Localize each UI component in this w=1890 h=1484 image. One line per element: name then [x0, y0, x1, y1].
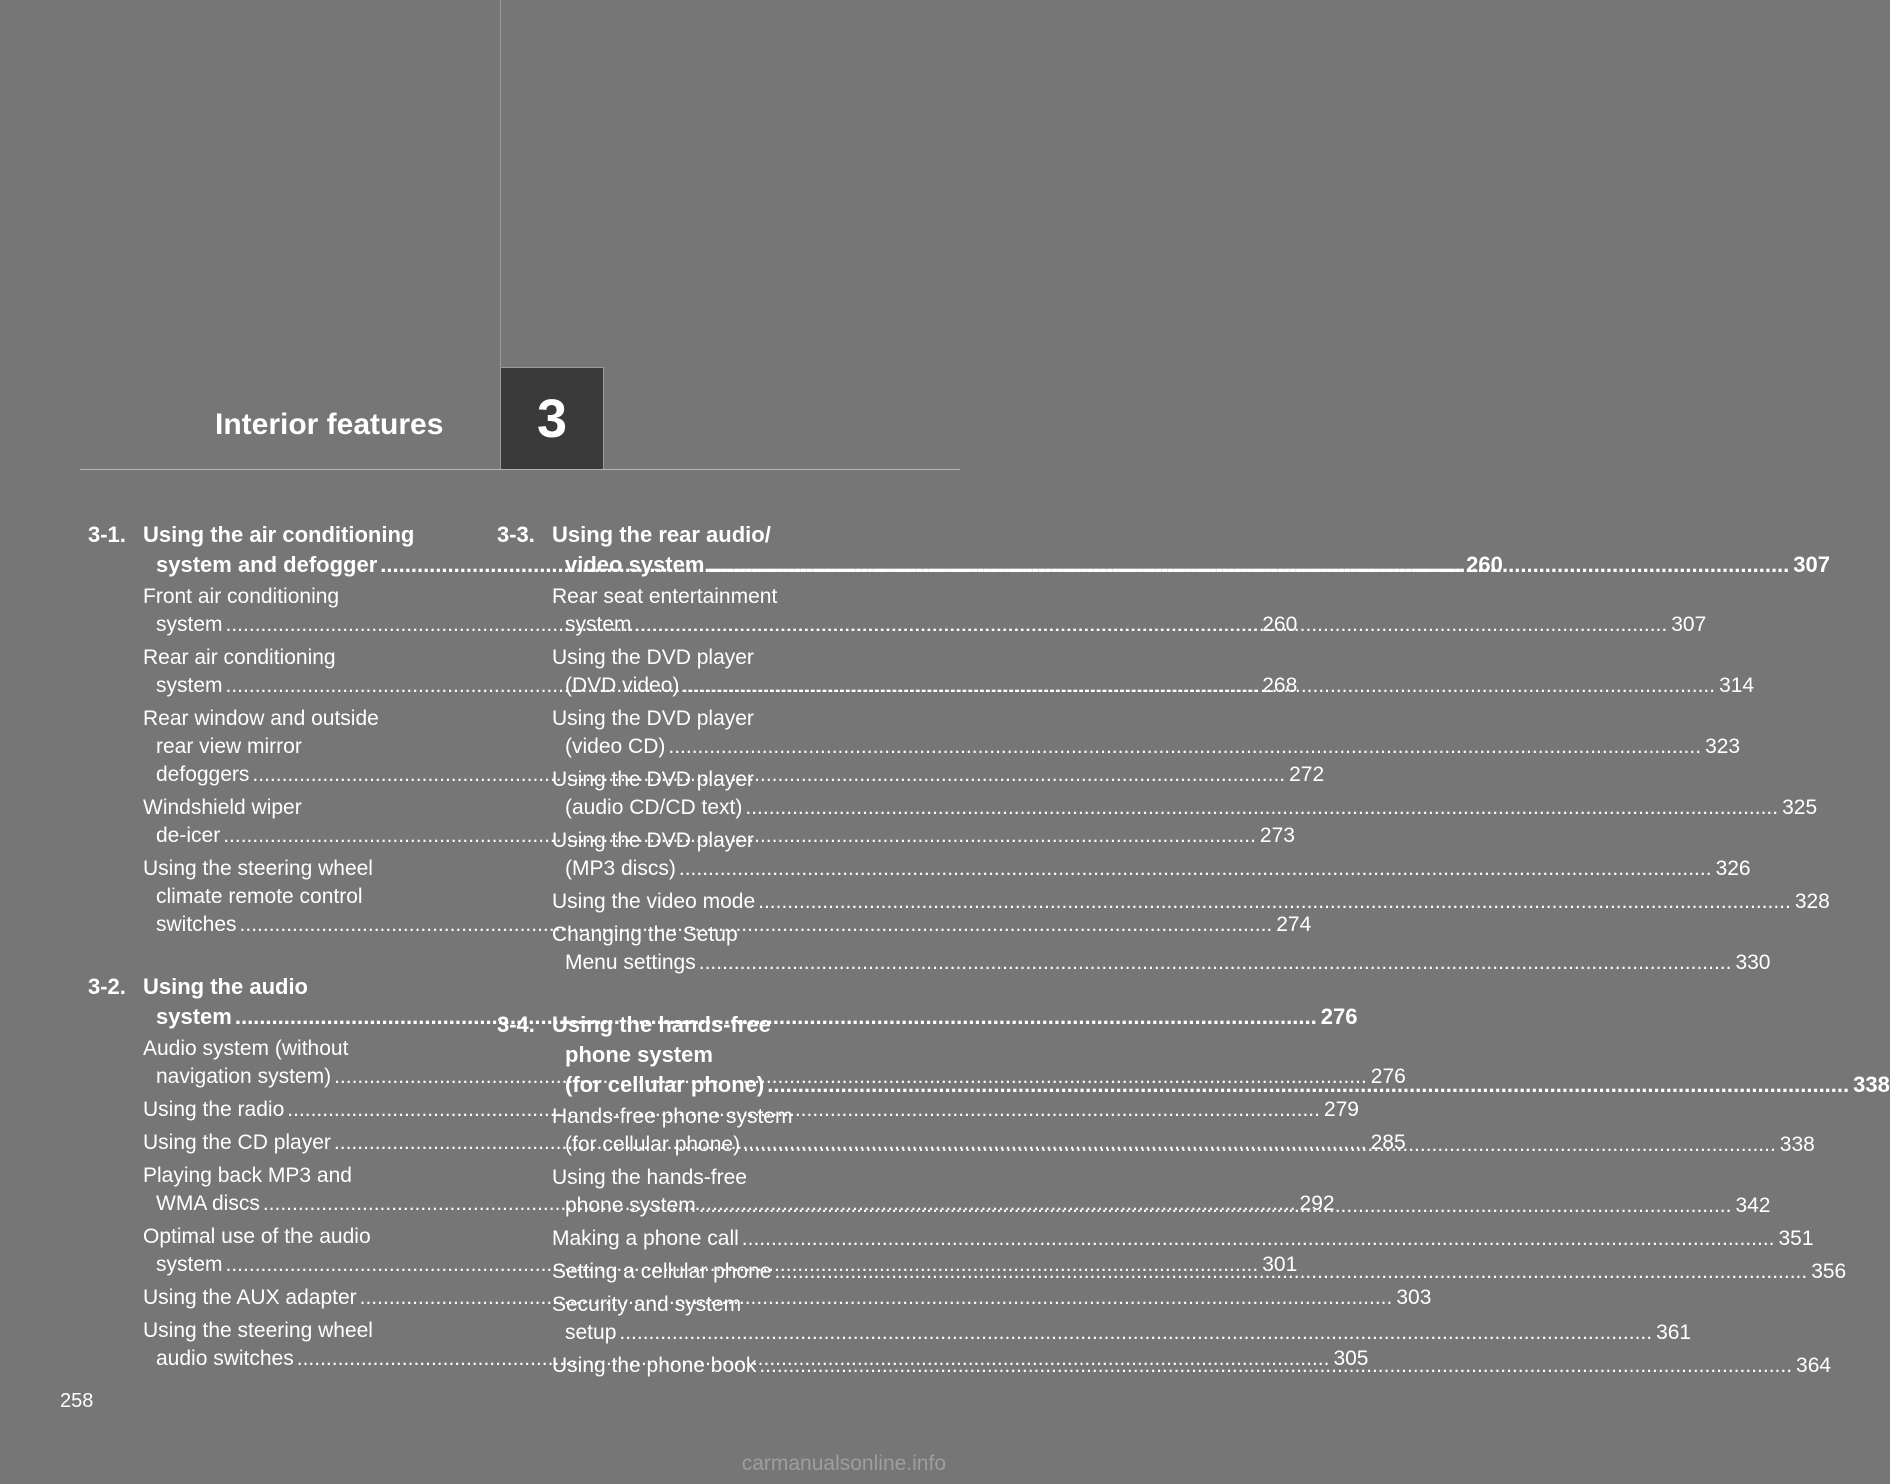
toc-text: (DVD video) [565, 674, 680, 697]
toc-entry [552, 888, 1830, 916]
toc-text: navigation system) [156, 1065, 332, 1088]
toc-page-number: 314 [1719, 674, 1755, 697]
toc-line [143, 794, 468, 822]
toc-line [552, 855, 1751, 883]
toc-line [552, 794, 1818, 822]
dot-leader [619, 1319, 1652, 1347]
toc-page-number: 326 [1715, 857, 1751, 880]
toc-line [552, 550, 1830, 580]
dot-leader [699, 1192, 1732, 1220]
toc-line [552, 1070, 1890, 1100]
toc-text: Optimal use of the audio [143, 1225, 371, 1248]
toc-text: system [156, 613, 223, 636]
toc-page-number: 364 [1796, 1354, 1832, 1377]
toc-text: Using the DVD player [552, 768, 754, 791]
toc-page-number: 260 [1466, 552, 1503, 577]
toc-text: system [156, 1004, 232, 1029]
toc-text: de-icer [156, 824, 221, 847]
toc-text: Windshield wiper [143, 796, 302, 819]
toc-page-number: 273 [1259, 824, 1295, 847]
dot-leader [668, 733, 1701, 761]
toc-line [143, 1223, 468, 1251]
toc-text: Setting a cellular phone [552, 1260, 772, 1283]
toc-text: Using the DVD player [552, 707, 754, 730]
toc-page-number: 276 [1320, 1004, 1358, 1029]
toc-text: Rear seat entertainment [552, 585, 778, 608]
toc-page-number: 307 [1793, 552, 1831, 577]
section-spacer [88, 944, 468, 972]
chapter-number-tab [500, 367, 604, 470]
toc-text: Rear air conditioning [143, 646, 336, 669]
chapter-title: Interior features [215, 408, 444, 441]
toc-page-number: 279 [1323, 1098, 1359, 1121]
toc-line [552, 520, 1830, 550]
toc-line [143, 611, 1298, 639]
toc-text: video system [565, 552, 705, 577]
toc-line [552, 766, 877, 794]
chapter-number: 3 [536, 389, 568, 449]
section-number: 3-3. [497, 522, 535, 547]
toc-line [552, 705, 877, 733]
toc-page-number: 268 [1262, 674, 1298, 697]
toc-line [552, 921, 877, 949]
toc-line [143, 644, 468, 672]
dot-leader [635, 611, 1668, 639]
toc-page-number: 338 [1853, 1072, 1890, 1097]
toc-text: defoggers [156, 763, 250, 786]
toc-text: Using the phone book [552, 1354, 757, 1377]
toc-text: (audio CD/CD text) [565, 796, 743, 819]
toc-text: (video CD) [565, 735, 666, 758]
dot-leader [743, 1131, 1776, 1159]
toc-page-number: 274 [1276, 913, 1312, 936]
toc-page-number: 330 [1735, 951, 1771, 974]
section-spacer [497, 982, 877, 1010]
toc-text: switches [156, 913, 237, 936]
toc-page-number: 301 [1262, 1253, 1298, 1276]
dot-leader [679, 855, 1712, 883]
dot-leader [682, 672, 1715, 700]
toc-text: Using the radio [143, 1098, 285, 1121]
toc-page-number: 356 [1811, 1260, 1847, 1283]
section-title [552, 520, 1830, 580]
toc-text: Making a phone call [552, 1227, 739, 1250]
toc-line [143, 855, 468, 883]
dot-leader [775, 1258, 1808, 1286]
toc-text: Using the hands-free [552, 1012, 771, 1037]
section-number: 3-2. [88, 974, 126, 999]
header-divider-horizontal [80, 469, 960, 470]
toc-line [552, 644, 877, 672]
toc-page-number: 292 [1299, 1192, 1335, 1215]
toc-page-number: 328 [1794, 890, 1830, 913]
dot-leader [767, 1070, 1849, 1100]
toc-text: Using the video mode [552, 890, 756, 913]
toc-line [552, 583, 877, 611]
dot-leader [758, 888, 1791, 916]
toc-line [143, 1317, 468, 1345]
toc-text: Using the steering wheel [143, 857, 373, 880]
toc-line [552, 1103, 877, 1131]
toc-line [552, 1225, 1814, 1253]
toc-line [143, 705, 468, 733]
toc-text: Changing the Setup [552, 923, 738, 946]
dot-leader [759, 1352, 1792, 1380]
toc-text: (MP3 discs) [565, 857, 676, 880]
toc-text: system [156, 674, 223, 697]
toc-text: Using the CD player [143, 1131, 331, 1154]
toc-text: Using the hands-free [552, 1166, 747, 1189]
dot-leader [707, 550, 1789, 580]
watermark: carmanualsonline.info [741, 1452, 946, 1475]
toc-line [552, 949, 1771, 977]
toc-text: Hands-free phone system [552, 1105, 793, 1128]
toc-text: Menu settings [565, 951, 696, 974]
toc-text: Using the DVD player [552, 646, 754, 669]
toc-line [143, 583, 468, 611]
page-number: 258 [60, 1390, 94, 1412]
toc-text: Front air conditioning [143, 585, 340, 608]
toc-text: climate remote control [156, 885, 363, 908]
toc-line [552, 1319, 1692, 1347]
toc-line [552, 1010, 1890, 1040]
toc-text: Using the air conditioning [143, 522, 415, 547]
toc-line [552, 1291, 877, 1319]
toc-text: Using the steering wheel [143, 1319, 373, 1342]
toc-page-number: 303 [1396, 1286, 1432, 1309]
dot-leader [742, 1225, 1775, 1253]
toc-line [143, 733, 468, 761]
toc-page-number: 272 [1289, 763, 1325, 786]
toc-text: system [156, 1253, 223, 1276]
toc-page-number: 325 [1782, 796, 1818, 819]
toc-text: audio switches [156, 1347, 294, 1370]
toc-text: WMA discs [156, 1192, 260, 1215]
toc-text: (for cellular phone) [565, 1133, 741, 1156]
dot-leader [745, 794, 1778, 822]
toc-page-number: 276 [1370, 1065, 1406, 1088]
toc-text: Security and system [552, 1293, 742, 1316]
toc-page-number: 351 [1778, 1227, 1814, 1250]
toc-text: Using the DVD player [552, 829, 754, 852]
toc-text: (for cellular phone) [565, 1072, 765, 1097]
section-title [552, 1010, 1890, 1100]
toc-text: setup [565, 1321, 617, 1344]
section-number: 3-4. [497, 1012, 535, 1037]
toc-page-number: 342 [1735, 1194, 1771, 1217]
toc-text: Using the AUX adapter [143, 1286, 357, 1309]
toc-line [552, 888, 1830, 916]
toc-text: Using the rear audio/ [552, 522, 771, 547]
toc-page-number: 307 [1671, 613, 1707, 636]
toc-text: Using the audio [143, 974, 308, 999]
toc-page-number: 285 [1370, 1131, 1406, 1154]
toc-line [552, 733, 1741, 761]
toc-line [552, 1040, 1890, 1070]
toc-text: rear view mirror [156, 735, 302, 758]
section-number: 3-1. [88, 522, 126, 547]
toc-text: phone system [565, 1042, 713, 1067]
toc-line [143, 883, 468, 911]
toc-page-number: 338 [1779, 1133, 1815, 1156]
toc-page-number: 260 [1262, 613, 1298, 636]
dot-leader [699, 949, 1732, 977]
toc-page-number: 361 [1656, 1321, 1692, 1344]
toc-line [143, 1162, 468, 1190]
toc-text: Playing back MP3 and [143, 1164, 352, 1187]
toc-line [552, 1164, 877, 1192]
toc-entry [552, 705, 1741, 761]
toc-page-number: 305 [1333, 1347, 1369, 1370]
toc-text: Rear window and outside [143, 707, 379, 730]
toc-page-number: 323 [1705, 735, 1741, 758]
toc-line [143, 1035, 468, 1063]
toc-text: Audio system (without [143, 1037, 349, 1060]
toc-text: system [565, 613, 632, 636]
toc-line [552, 827, 877, 855]
toc-entry [552, 1225, 1814, 1253]
toc-text: system and defogger [156, 552, 378, 577]
toc-text: phone system [565, 1194, 696, 1217]
